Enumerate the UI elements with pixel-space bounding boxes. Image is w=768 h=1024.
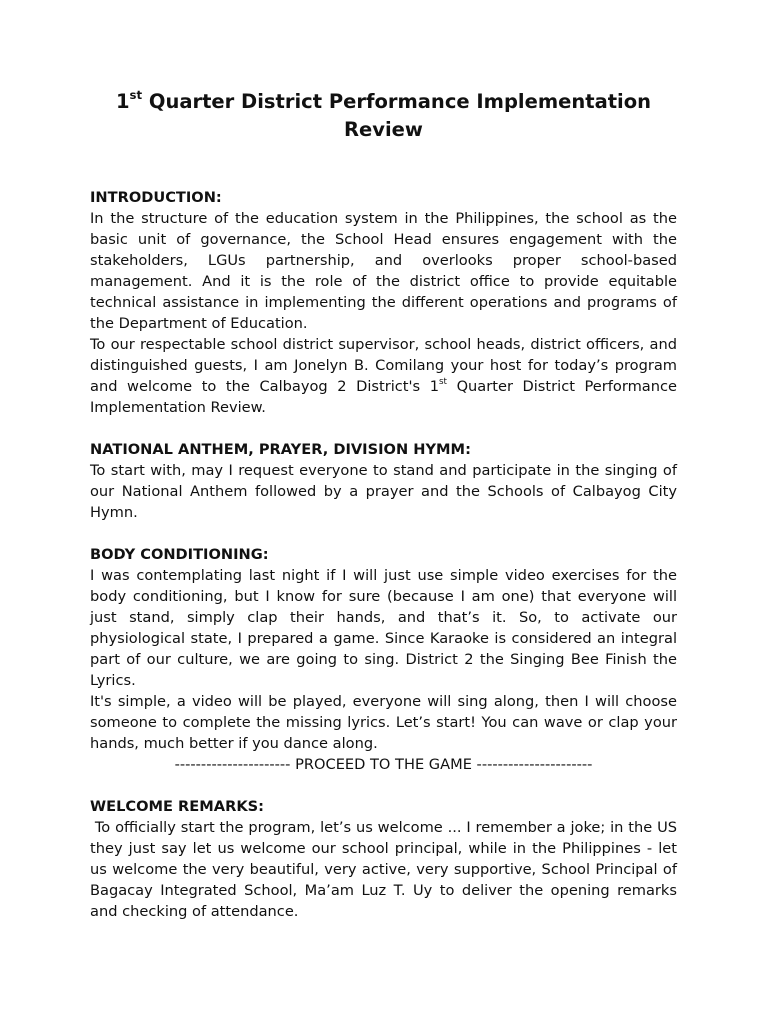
title-text: Quarter District Performance Implementation Review xyxy=(142,90,652,141)
spacer xyxy=(90,418,677,439)
body-conditioning-heading: BODY CONDITIONING: xyxy=(90,546,269,563)
section-body-conditioning xyxy=(90,544,677,775)
anthem-heading: NATIONAL ANTHEM, PRAYER, DIVISION HYMM: xyxy=(90,441,471,458)
document-page xyxy=(90,88,682,922)
intro-p2-ordinal-suffix: st xyxy=(439,377,447,388)
welcome-heading: WELCOME REMARKS: xyxy=(90,798,264,815)
section-welcome-remarks xyxy=(90,796,682,922)
body-conditioning-paragraph-2: It's simple, a video will be played, everyone will sing along, then I will choose someone to complete the missing lyrics. Let’s start! You can wave or clap your hands, much better if you dance along. xyxy=(90,693,677,752)
introduction-heading: INTRODUCTION: xyxy=(90,189,222,206)
introduction-paragraph-2 xyxy=(90,334,677,418)
body-conditioning-paragraph-1: I was contemplating last night if I will just use simple video exercises for the body conditioning, but I know for sure (because I am one) that everyone will just stand, simply clap their hands, and that’s it. So, to activate our physiological state, I prepared a game. Since Karaoke is considered an integral part of our culture, we are going to sing. District 2 the Singing Bee Finish the Lyrics. xyxy=(90,567,677,689)
anthem-paragraph: To start with, may I request everyone to stand and participate in the singing of our National Anthem followed by a prayer and the Schools of Calbayog City Hymn. xyxy=(90,462,677,521)
welcome-paragraph: To officially start the program, let’s us welcome ... I remember a joke; in the US they just say let us welcome our school principal, while in the Philippines - let us welcome the very beautiful, very active, very supportive, School Principal of Bagacay Integrated School, Ma’am Luz T. Uy to deliver the opening remarks and checking of attendance. xyxy=(90,819,682,920)
page-title xyxy=(90,88,677,144)
spacer xyxy=(90,523,677,544)
proceed-to-game-divider: ---------------------- PROCEED TO THE GAME ---------------------- xyxy=(174,756,593,773)
section-introduction xyxy=(90,187,677,418)
title-ordinal-suffix: st xyxy=(129,88,143,103)
intro-p2-text-before: To our respectable school district supervisor, school heads, district officers, and distinguished guests, I am Jonelyn B. Comilang your host for today’s program and welcome to the Calbayog 2 District's 1 xyxy=(90,336,677,395)
intro-p2-text-after: Quarter District Performance Implementation Review. xyxy=(90,378,677,416)
section-anthem xyxy=(90,439,677,523)
introduction-paragraph-1: In the structure of the education system in the Philippines, the school as the basic unit of governance, the School Head ensures engagement with the stakeholders, LGUs partnership, and overlooks proper school-based management. And it is the role of the district office to provide equitable technical assistance in implementing the different operations and programs of the Department of Education. xyxy=(90,210,677,332)
title-ordinal-number: 1 xyxy=(115,90,130,113)
spacer xyxy=(90,775,677,796)
